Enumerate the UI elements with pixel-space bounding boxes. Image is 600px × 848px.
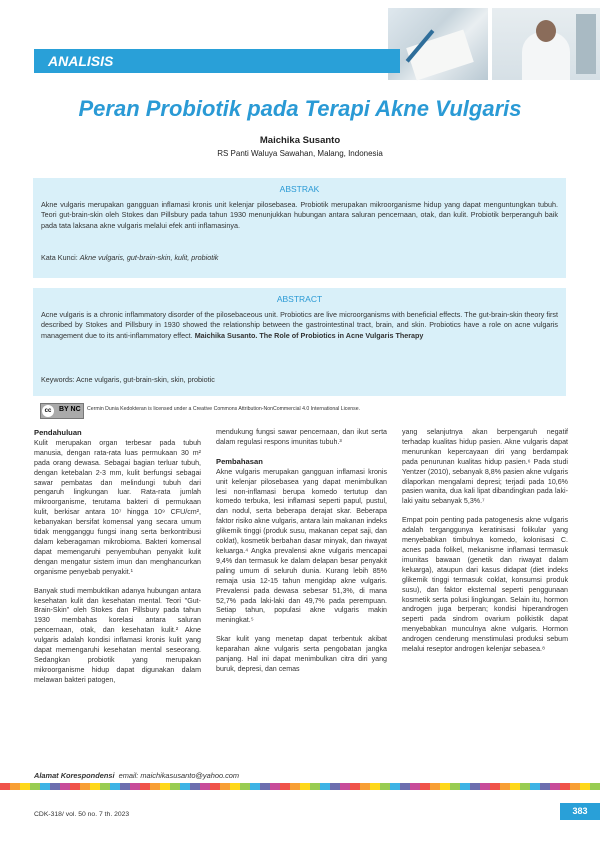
section-banner: [34, 49, 400, 73]
author-name: Maichika Susanto: [259, 135, 341, 146]
abstract-box: [33, 288, 566, 396]
discussion-heading: Pembahasan: [216, 456, 263, 466]
abstrak-keywords-label: Kata Kunci:: [41, 253, 78, 262]
paragraph: Skar kulit yang menetap dapat terbentuk akibat keparahan akne vulgaris serta pengobatan jangka panjang. Hal ini dapat menimbulkan citra diri yang buruk, depresi, dan cemas: [216, 635, 387, 673]
section-label: ANALISIS: [48, 53, 114, 69]
author-affiliation: RS Panti Waluya Sawahan, Malang, Indonesia: [217, 149, 383, 158]
paragraph: Akne vulgaris merupakan gangguan inflamasi kronis unit kelenjar pilosebasea yang dapat menimbulkan lesi non-inflamasi berupa komedo tertutup dan komedo terbuka, lesi inflamasi seperti papul, pustul, dan nodul, serta beberapa derajat skar. Beberapa faktor risiko akne vulgaris, antara lain makanan indeks glikemik tinggi (produk susu, makanan cepat saji, dan coklat), kosmetik berbahan dasar minyak, dan riwayat keluarga.⁴ Angka prevalensi akne vulgaris mencapai 9,4% dan termasuk ke dalam delapan besar penyakit paling umum di seluruh dunia. Kurang lebih 85% remaja usia 12-15 tahun mengidap akne vulgaris. Prevalensi pada dewasa sebesar 51,3%, di mana 52,7% pada laki-laki dan 49,7% pada perempuan. Setiap tahun, populasi akne vulgaris makin meningkat.⁵: [216, 467, 387, 625]
correspondence-label: Alamat Korespondensi: [34, 771, 115, 780]
abstract-keywords-label: Keywords:: [41, 375, 75, 384]
correspondence: [34, 771, 239, 780]
article-title: Peran Probiotik pada Terapi Akne Vulgaris: [78, 96, 522, 121]
abstract-text-block: [41, 310, 558, 341]
abstract-text: Acne vulgaris is a chronic inflammatory disorder of the pilosebaceous unit. Probiotics are live microorganisms with beneficial effects. The gut-brain-skin theory first described by Stokes and Pillsbury in 1930 showed the relationship between the gastrointestinal tract, brain, and skin. Probiotics have a role on acne vulgaris management due to its anti-inflammatory effect.: [41, 310, 558, 340]
photo-writing: [388, 8, 488, 80]
paragraph: Kulit merupakan organ terbesar pada tubuh manusia, dengan rata-rata luas permukaan 30 m² pada orang dewasa. Sebagai bagian terluar tubuh, dengan ketebalan 2-3 mm, kulit berfungsi sebagai sawar pembatas dan melindungi tubuh dari pengaruh lingkungan luar. Rata-rata jumlah mikroorganisme, terutama bakteri di permukaan kulit, berkisar antara 10⁷ hingga 10⁹ CFU/cm², kebanyakan bersifat komensal yang secara umum tidak mengganggu fungsi inang serta berkontribusi dalam keberagaman mikrobioma. Bakteri komensal dapat memengaruhi penyembuhan penyakit kulit dengan mengatur sistem imun dan menghancurkan organisme penyebab penyakit.¹: [34, 438, 201, 576]
body-column-1: [34, 428, 201, 695]
abstrak-keywords: [41, 253, 558, 262]
abstrak-box: [33, 178, 566, 278]
paragraph: yang selanjutnya akan berpengaruh negatif terhadap kualitas hidup pasien. Akne vulgaris dapat menurunkan kepercayaan diri yang berdampak pada penurunan kualitas hidup pasien.⁶ Pada studi Yentzer (2010), sebanyak 8,8% pasien akne vulgaris dilaporkan mengalami depresi; terjadi pada 10,6% pasien wanita, dua kali lipat dibandingkan pada laki-laki yaitu sebanyak 5,3%.⁷: [402, 428, 568, 506]
license-row: [40, 403, 570, 417]
journal-citation: CDK-318/ vol. 50 no. 7 th. 2023: [34, 811, 130, 818]
abstract-heading: ABSTRACT: [276, 294, 323, 304]
abstrak-keywords-values: Akne vulgaris, gut-brain-skin, kulit, probiotik: [79, 253, 219, 262]
abstract-keywords: [41, 375, 558, 384]
body-column-2: [216, 428, 387, 684]
abstract-citation: Maichika Susanto. The Role of Probiotics in Acne Vulgaris Therapy: [194, 330, 424, 340]
abstrak-text: Akne vulgaris merupakan gangguan inflamasi kronis unit kelenjar pilosebasea. Probiotik merupakan mikroorganisme hidup yang dapat menguntungkan tubuh. Teori gut-brain-skin oleh Stokes dan Pillsbury pada tahun 1930 menunjukkan hubungan antara saluran pencernaan, otak, dan kulit. Probiotik berperanguh baik pada tata laksana akne vulgaris melalui efek anti inflamasinya.: [41, 200, 558, 230]
cc-license-icon[interactable]: [40, 403, 84, 419]
license-text: Cermin Dunia Kedokteran is licensed under a Creative Commons Attribution-NonCommercial 4.0 International License.: [87, 406, 361, 412]
color-stripe-divider: [0, 783, 600, 790]
correspondence-email[interactable]: email: maichikasusanto@yahoo.com: [118, 771, 240, 780]
paragraph: Banyak studi membuktikan adanya hubungan antara kesehatan kulit dan kesehatan mental. Teori "Gut-Brain-Skin" oleh Stokes dan Pillsbury pada tahun 1930 membahas korelasi antara saluran pencernaan, otak, dan kesehatan kulit.² Akne vulgaris adalah kondisi inflamasi kronis kulit yang dapat memengaruhi kesehatan mental seseorang. Sedangkan probiotik yang merupakan mikroorganisme hidup dapat digunakan dalam melawan bakteri patogen,: [34, 586, 201, 684]
abstrak-heading: ABSTRAK: [279, 184, 320, 194]
cc-logo-text: cc: [42, 405, 54, 417]
photo-doctor: [492, 8, 600, 80]
intro-heading: Pendahuluan: [34, 428, 82, 437]
paragraph: mendukung fungsi sawar pencernaan, dan ikut serta dalam regulasi respons imunitas tubuh.³: [216, 428, 387, 446]
paragraph: Empat poin penting pada patogenesis akne vulgaris adalah terganggunya keratinisasi folikular yang menyebabkan timbulnya komedo, kolonisasi C. acnes pada folikel, mekanisme inflamasi termasuk imunitas bawaan (genetik dan riwayat dalam keluarga), ataupun dari kasus didapat (diet indeks glikemik tinggi termasuk coklat, konsumsi produk susu), dan faktor eksternal seperti penggunaan kosmetik serta polusi lingkungan. Selain itu, hormon androgen juga berperan; kondisi hiperandrogen seperti pada sindrom ovarium polikistik dapat menyebabkan munculnya akne vulgaris. Hormon androgen cenderung menstimulasi produksi sebum melalui reseptor androgen kelenjar sebasea.⁸: [402, 516, 568, 654]
body-column-3: [402, 428, 568, 664]
abstract-keywords-values: Acne vulgaris, gut-brain-skin, skin, probiotic: [76, 375, 215, 384]
header-photos: [388, 0, 600, 82]
page-number: 383: [560, 803, 600, 820]
cc-by-text: BY NC: [59, 406, 81, 413]
